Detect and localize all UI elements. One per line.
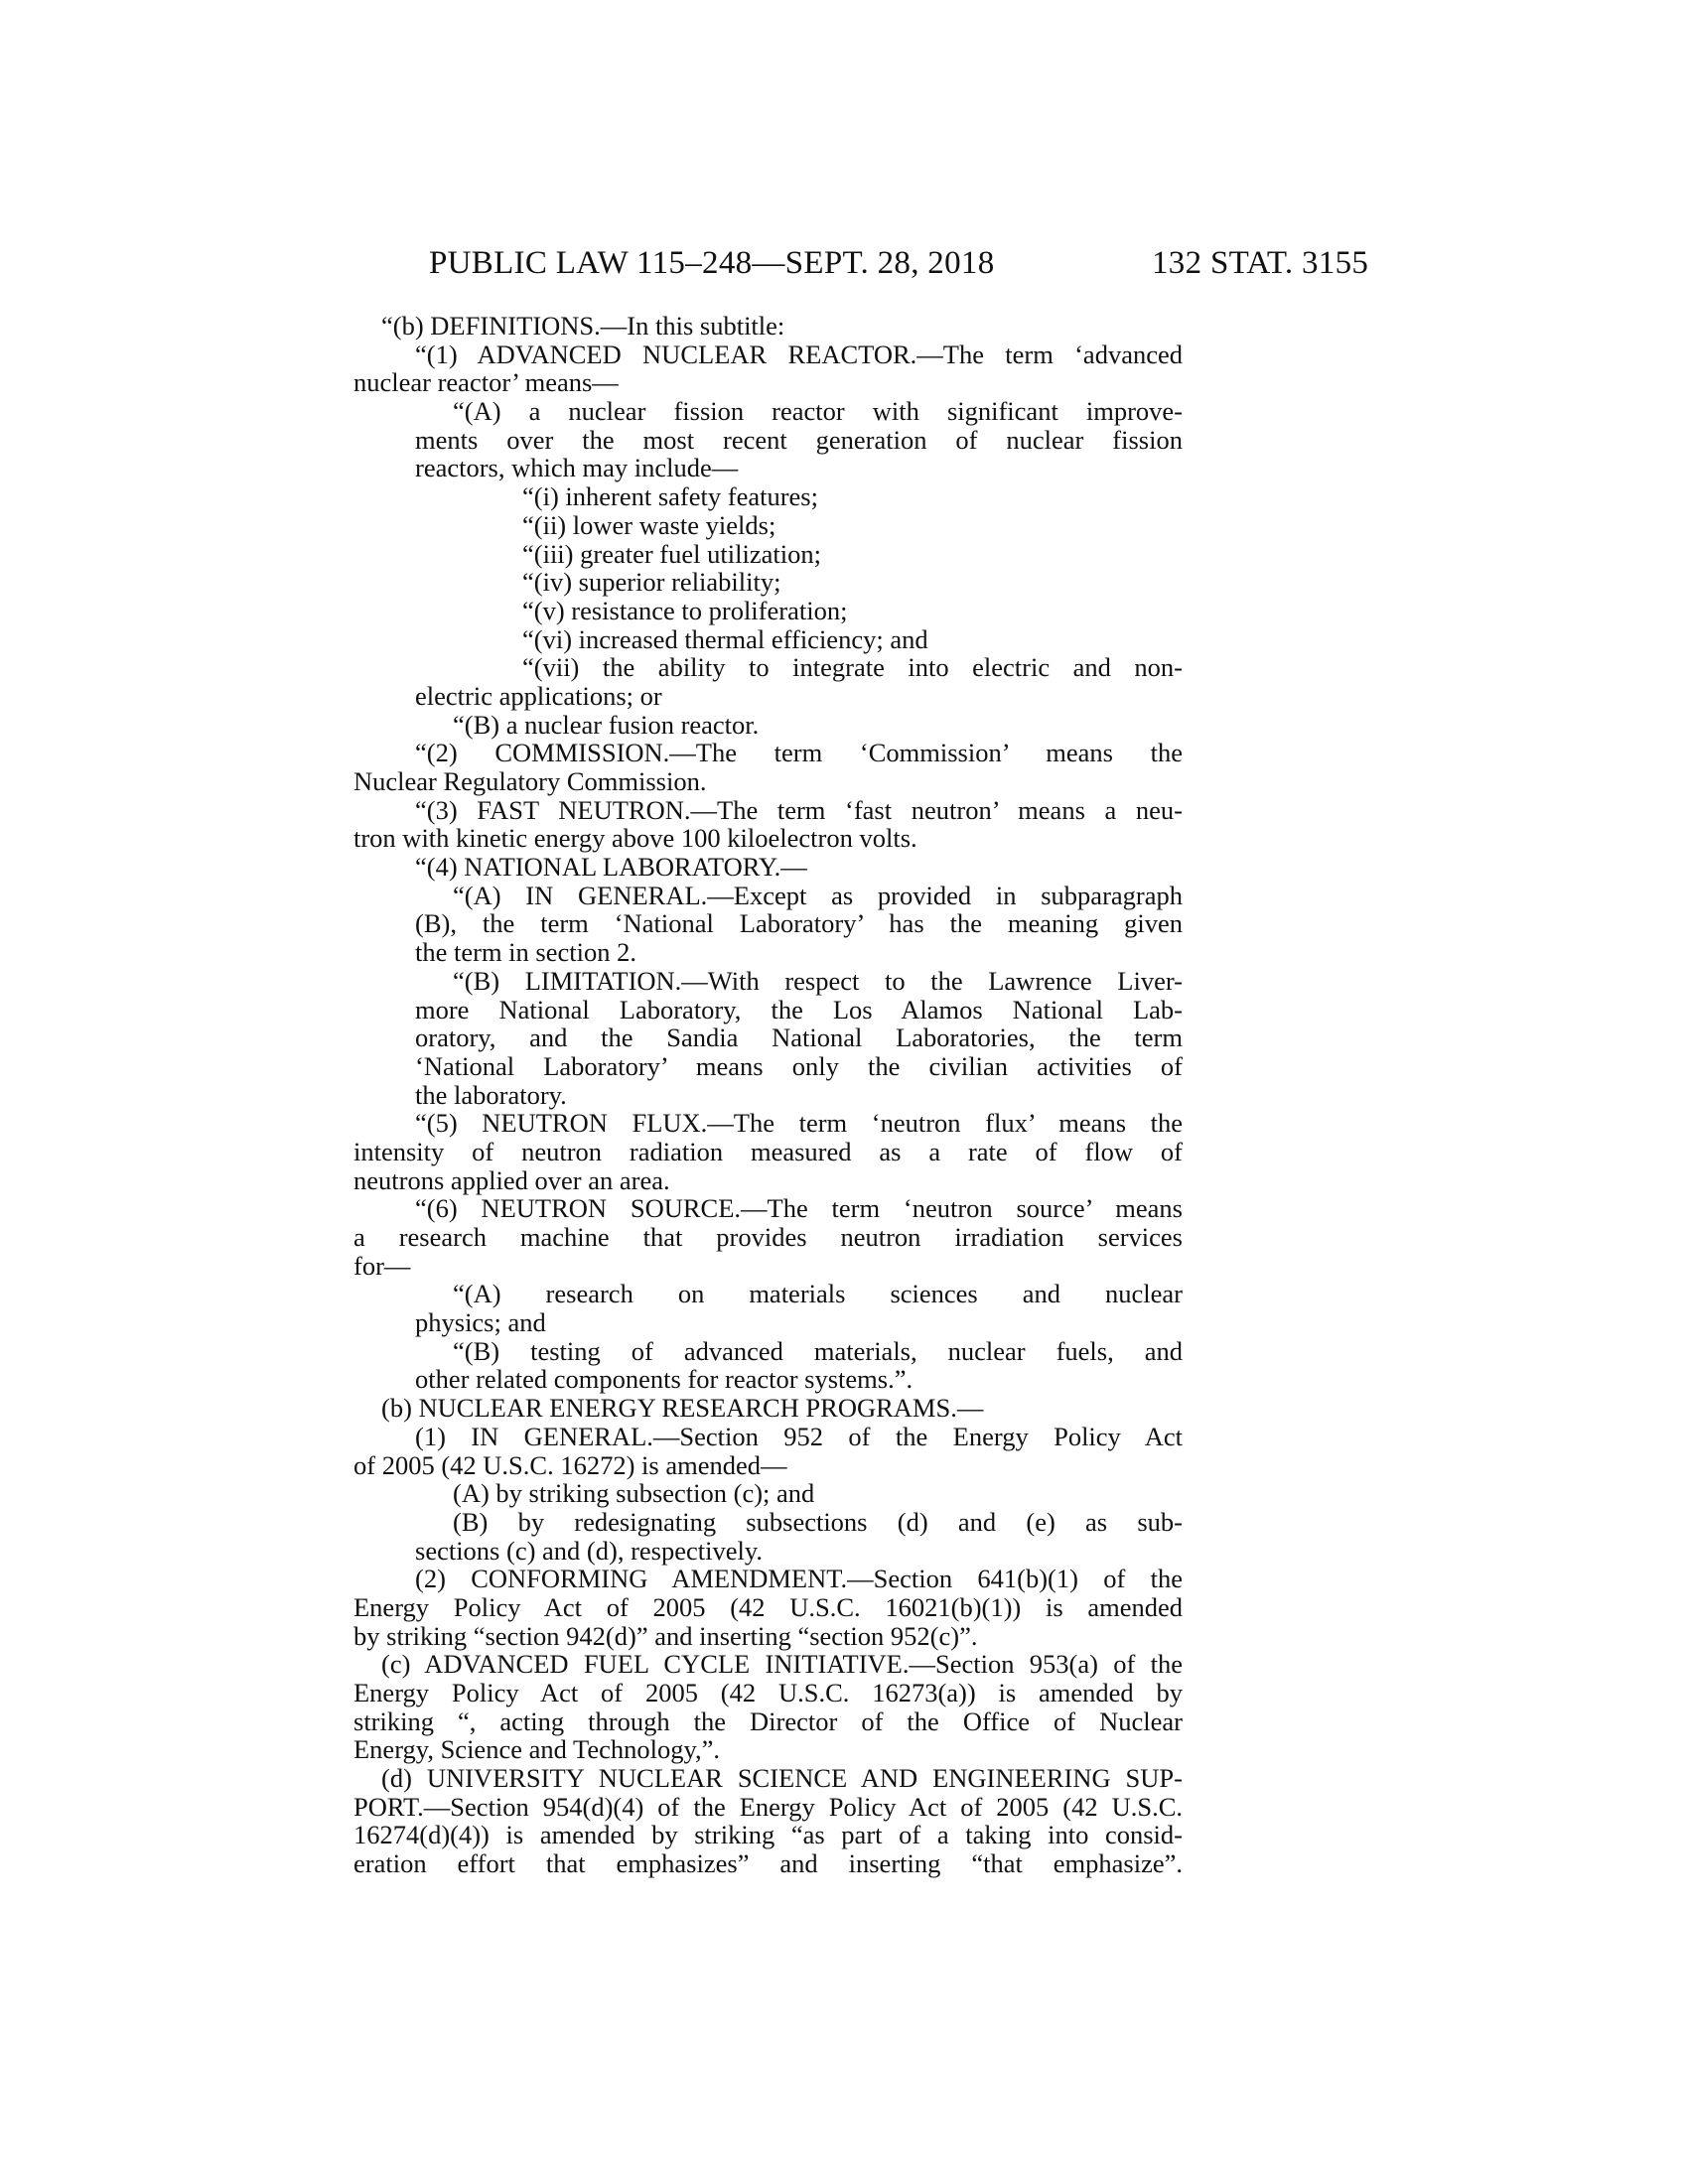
page-number-stat: 132 STAT. 3155	[1152, 245, 1369, 281]
text-line: (B), the term ‘National Laboratory’ has the meaning given	[415, 908, 1183, 939]
text-line: 16274(d)(4)) is amended by striking “as part of a taking into consid-	[353, 1820, 1183, 1850]
text-line: neutrons applied over an area.	[353, 1164, 670, 1195]
text-line: (b) NUCLEAR ENERGY RESEARCH PROGRAMS.—	[381, 1393, 984, 1424]
text-line: more National Laboratory, the Los Alamos National Lab-	[415, 994, 1183, 1024]
text-line: Energy Policy Act of 2005 (42 U.S.C. 16021(b)(1)) is amended	[353, 1591, 1183, 1622]
text-line: ‘National Laboratory’ means only the civilian activities of	[415, 1050, 1183, 1081]
text-line: “(B) testing of advanced materials, nuclear fuels, and	[453, 1335, 1183, 1366]
text-line: for—	[353, 1250, 411, 1281]
text-line: (d) UNIVERSITY NUCLEAR SCIENCE AND ENGINEERING SUP-	[381, 1763, 1183, 1794]
text-line: of 2005 (42 U.S.C. 16272) is amended—	[353, 1449, 787, 1480]
text-line: Energy, Science and Technology,”.	[353, 1734, 721, 1765]
document-body	[353, 312, 1183, 1878]
text-line: “(ii) lower waste yields;	[522, 509, 776, 540]
text-line: “(A) research on materials sciences and nuclear	[453, 1279, 1183, 1309]
text-line: “(i) inherent safety features;	[522, 481, 818, 512]
text-line: (A) by striking subsection (c); and	[453, 1478, 815, 1509]
text-line: “(1) ADVANCED NUCLEAR REACTOR.—The term ‘advanced	[415, 339, 1183, 369]
text-line: physics; and	[415, 1307, 546, 1338]
text-line: a research machine that provides neutron irradiation services	[353, 1222, 1183, 1252]
text-line: oratory, and the Sandia National Laboratories, the term	[415, 1023, 1183, 1053]
text-line: striking “, acting through the Director of the Office of Nuclear	[353, 1706, 1183, 1736]
text-line: “(B) LIMITATION.—With respect to the Lawrence Liver-	[453, 965, 1183, 996]
text-line: (1) IN GENERAL.—Section 952 of the Energy Policy Act	[415, 1421, 1183, 1451]
text-line: reactors, which may include—	[415, 453, 739, 483]
text-line: “(A) IN GENERAL.—Except as provided in subparagraph	[453, 880, 1183, 910]
text-line: tron with kinetic energy above 100 kiloelectron volts.	[353, 823, 917, 854]
text-line: “(3) FAST NEUTRON.—The term ‘fast neutron’ means a neu-	[415, 794, 1183, 825]
text-line: (2) CONFORMING AMENDMENT.—Section 641(b)(1) of the	[415, 1564, 1183, 1594]
text-line: by striking “section 942(d)” and inserting “section 952(c)”.	[353, 1620, 978, 1651]
text-line: “(vii) the ability to integrate into electric and non-	[522, 652, 1183, 683]
text-line: “(4) NATIONAL LABORATORY.—	[415, 852, 807, 883]
text-line: (c) ADVANCED FUEL CYCLE INITIATIVE.—Section 953(a) of the	[381, 1649, 1183, 1680]
text-line: (B) by redesignating subsections (d) and (e) as sub-	[453, 1506, 1183, 1537]
text-line: “(iv) superior reliability;	[522, 567, 781, 598]
text-line: nuclear reactor’ means—	[353, 367, 619, 398]
text-line: “(v) resistance to proliferation;	[522, 595, 848, 625]
text-line: “(A) a nuclear fission reactor with significant improve-	[453, 396, 1183, 427]
text-line: the laboratory.	[415, 1079, 567, 1110]
text-line: “(5) NEUTRON FLUX.—The term ‘neutron flux’ means the	[415, 1108, 1183, 1139]
text-line: “(2) COMMISSION.—The term ‘Commission’ means the	[415, 738, 1183, 768]
text-line: “(b) DEFINITIONS.—In this subtitle:	[381, 311, 785, 341]
text-line: the term in section 2.	[415, 937, 636, 968]
running-header-title: PUBLIC LAW 115–248—SEPT. 28, 2018	[429, 245, 995, 281]
text-line: “(6) NEUTRON SOURCE.—The term ‘neutron source’ means	[415, 1193, 1183, 1224]
text-line: “(vi) increased thermal efficiency; and	[522, 623, 928, 654]
text-line: Energy Policy Act of 2005 (42 U.S.C. 16273(a)) is amended by	[353, 1678, 1183, 1707]
text-line: eration effort that emphasizes” and inserting “that emphasize”.	[353, 1848, 1183, 1879]
text-line: “(B) a nuclear fusion reactor.	[453, 709, 760, 740]
text-line: “(iii) greater fuel utilization;	[522, 538, 821, 569]
text-line: Nuclear Regulatory Commission.	[353, 766, 707, 796]
text-line: other related components for reactor systems.”.	[415, 1364, 914, 1395]
text-line: ments over the most recent generation of nuclear fission	[415, 424, 1183, 455]
text-line: PORT.—Section 954(d)(4) of the Energy Policy Act of 2005 (42 U.S.C.	[353, 1791, 1183, 1822]
text-line: sections (c) and (d), respectively.	[415, 1535, 763, 1566]
text-line: intensity of neutron radiation measured as a rate of flow of	[353, 1136, 1183, 1166]
text-line: electric applications; or	[415, 680, 662, 711]
